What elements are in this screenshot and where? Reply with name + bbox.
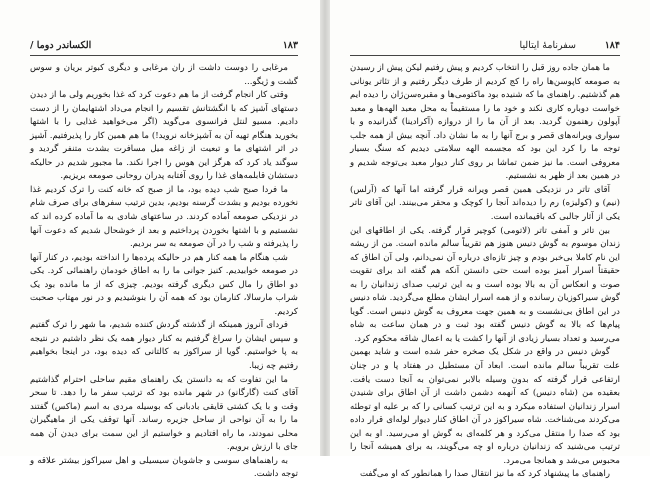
left-page bbox=[0, 0, 320, 480]
left-page-header bbox=[30, 40, 298, 54]
left-page-text bbox=[30, 62, 298, 480]
right-paragraph: گوش دنیس در واقع در شکل یک صخره حفر شده است و شاید بهمین علت تقریباً سالم مانده است. ابعاد آن مستطیل در هفتاد پا و در چنان ارتفاعی قرار گرفته که بدون وسیله بالابر نمی‌توان به آنجا دست یافت. بعقیده من (شاه دنیس) که آنهمه دشمن داشت از آن اطاق برای شنیدن اسرار زندانیان استفاده میکرد و به این ترتیب کسانی را که بر علیه او توطئه می‌کردند می‌شناخت. شاه سیراکوز در آن اطاق کنار دیوار لوله‌ای قرار داده بود که صدا را منتقل می‌کرد و هر کلمه‌ای به گوش او می‌رسید. او به این ترتیب می‌شنید که زندانیان درباره او چه می‌گویند، به برای همیشه آنجا را محبوس می‌شد و همانجا می‌مرد. bbox=[350, 347, 620, 466]
right-paragraph: راهنمای ما پیشنهاد کرد که ما نیز انتقال صدا را همانطور که او می‌گفت bbox=[359, 469, 610, 480]
left-header-rule bbox=[30, 55, 298, 56]
right-header-rule bbox=[350, 55, 620, 56]
right-page bbox=[330, 0, 650, 480]
left-paragraph: فردای آنروز همینکه از گذشته گردش کننده شدیم، ما شهر را ترک گفتیم و سپس ایشان را سراغ گرفتیم به کنار دیوار همه یک نظر داشتیم در نتیجه به پا خواستیم. گویا از سراکوز به کالتانی که دیده بود، در اینجا بخواهیم رفتیم چه زیبا. bbox=[30, 320, 298, 372]
left-paragraph: شب هنگام ما همه کنار هم در حالیکه پرده‌ها را انداخته بودیم، در کنار آنها در صومعه خوابیدیم. کنیز جوانی ما را به اطاق خودمان راهنمائی کرد. یکی دو اطاق را مال کس دیگری گرفته بودیم. چیزی که از ما مانده بود یک شراب مارسالا، کنارمان بود که همه آن را بنوشیدیم و در نور مهتاب صحبت کردیم. bbox=[30, 252, 298, 317]
left-page-number: ۱۸۳ bbox=[282, 40, 298, 51]
right-paragraph: آقای تاتر در نزدیکی همین قصر ویرانه قرار گرفته اما آنها که (آرلس) (نیم) و (کولیزه) رم را دیده‌اند آنجا را کوچک و محقر می‌بینند. این آقای تاتر یکی از آثار جالبی که باقیمانده است. bbox=[350, 184, 620, 223]
left-paragraph: ما فردا صبح شب دیده بود، ما از صبح که خانه کنت را ترک کردیم غذا نخورده بودیم و بشدت گرسنه بودیم، بدین ترتیب سفرهای برای صرف شام در نزدیکی صومعه آماده کردند. در ساعتهای شادی به ما آماده کرده اند که نشستیم و با اشتها بخوردن پرداختیم و بعد از خوشحال شدیم که دعوت آنها را پذیرفته و شب را در آن صومعه به سر بردیم. bbox=[30, 184, 298, 250]
left-running-title: الکساندر دوما / bbox=[30, 40, 92, 51]
right-paragraph: بین تاتر و آمفی تاتر (لاتومی) کوچیر قرار گرفته. یکی از اطاقهای این زندان موسوم به گوش دنیس هنوز هم تقریباً سالم مانده است. من از ریشه این نام کاملا بی‌خبر بودم و چیز تازه‌ای درباره آن نمی‌دانم، ولی آن اطاق که حقیقتاً اسرار آمیز بوده است حتی دانستن آنکه هم گفته اند برای تقویت صوت و انعکاس آن به بالا بوده است و به این ترتیب صدای زندانیان را به گوش سیراکوزیان رسانده و از همه اسرار ایشان مطلع می‌گردید. شاه دنیس در این اطاق بی‌نشست و به همین جهت معروف به گوش دنیس است. گویا پیام‌ها که بالا به گوش دنیس گفته بود ثبت و در همان ساعت به شاه می‌رسید و تعداد بسیار زیادی از آنها را کشت یا به اعمال شاقه محکوم کرد. bbox=[350, 225, 620, 344]
left-paragraph: مرغابی را دوست داشت از ران مرغابی و دیگری کبوتر بریان و سوس گشت و ژیگو... bbox=[30, 63, 298, 87]
right-page-number: ۱۸۴ bbox=[604, 40, 620, 51]
left-paragraph: ما این تفاوت که به دانستن یک راهنمای مقیم ساحلی احترام گذاشتیم آقای کنت (گارگانو) در شهر مانده بود که ترتیب سفر ما را دهد. تا سحر وقت و با یک کشتی قایقی بادبانی که بوسیله مردی به اسم (ماکس) گفتند ما را به آن نواحی از ساحل جزیره رساند. آنها توقف یکی از ماهیگیران محلی نمودند، ما راه افتادیم و خواستیم از این سمت برای دیدن آن همه جای با ارزش برویم. bbox=[30, 374, 298, 453]
left-paragraph: وقتی کار انجام گرفت از ما هم دعوت کرد که غذا بخوریم ولی ما از دیدن دستهای آشپز که با انگشتانش تقسیم را انجام می‌داد اشتهایمان را از دست دادیم. مسیو لنتل فرانسوی می‌گوید (اگر می‌خواهید غذایی را با اشتها بخورید هنگام تهیه آن به آشپزخانه نروید!) ما هم همین کار را پذیرفتیم. آشپز در اثر اشتهای ما و تبعیت از زاغه میل مسافرت بشدت متنفر گردید و سوگند یاد کرد که هرگز این هوس را اجرا نکند. ما مجبور شدیم در حالیکه دستشان قابلمه‌های غذا را روی آفتابه پدران روحانی صومعه بریزیم. bbox=[30, 90, 298, 182]
right-page-header bbox=[350, 40, 620, 54]
right-page-text bbox=[350, 62, 620, 480]
left-paragraph: به راهنماهای سوسی و جاشوبان سیسیلی و اهل سیراکوز بیشتر علاقه و توجه داشت. bbox=[30, 455, 298, 480]
book-gutter bbox=[320, 0, 330, 456]
right-paragraph: ما همان جاده روز قبل را انتخاب کردیم و پیش رفتیم لیکن پیش از رسیدن به صومعه کاپوسن‌ها راه را کج کردیم از طرف دیگر رفتیم و از تئاتر یونانی هم گذشتیم. راهنمای ما که شنیده بود ماکتومی‌ها و مقبره‌سن‌ژان را دیده ایم خواست دوباره کاری نکند و خود ما را مستقیماً به محل معبد الهه‌ها و معبد آپولون رهنمون گردید. بعد از آن ما را از دروازه (آکرادینا) گذرانیده و با سواری ویرانه‌های قصر و برج آنها را به ما نشان داد. آنچه بیش از همه جلب توجه ما را کرد این بود که مجسمه الهه سلامتی دیدیم که سنگ بسیار معروفی است. ما نیز ضمن تماشا بر روی کنار دیوار معبد بی‌توجه شدیم و در همین بعد از ظهر به نشستیم. bbox=[350, 63, 620, 182]
right-running-title: سفرنامهٔ ایتالیا bbox=[519, 40, 576, 51]
